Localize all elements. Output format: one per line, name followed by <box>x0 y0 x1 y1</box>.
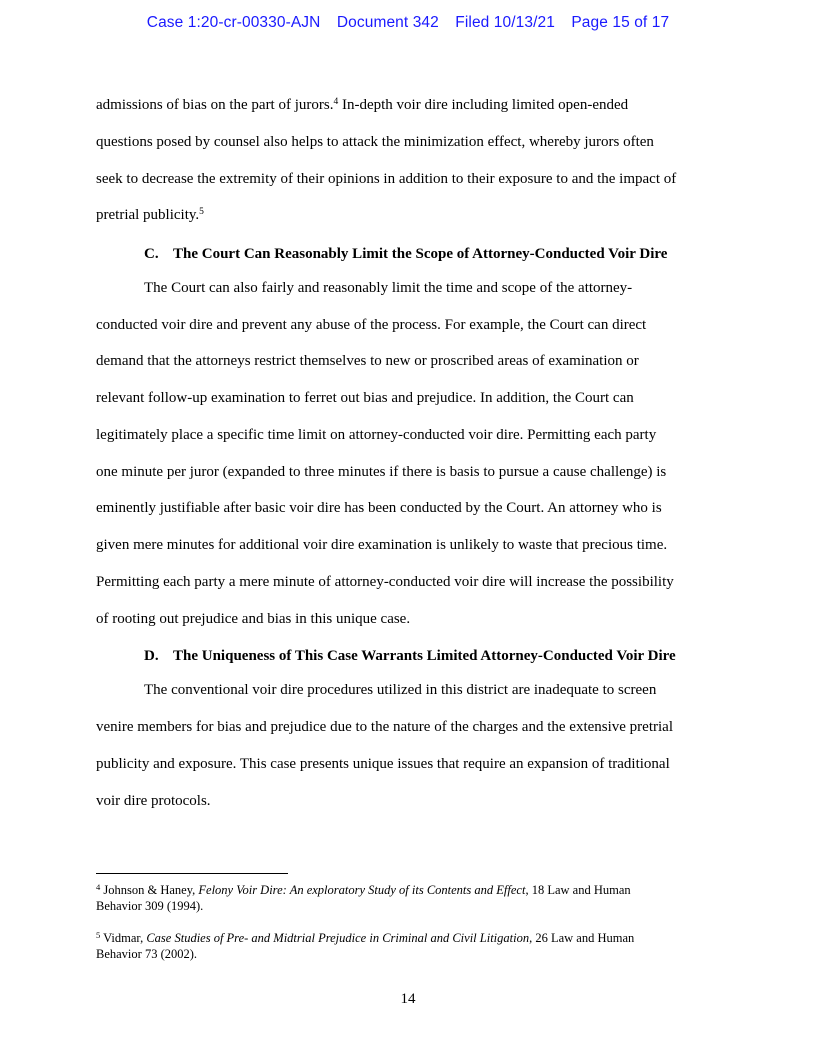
section-title: The Court Can Reasonably Limit the Scope of Attorney-Conducted Voir Dire <box>173 246 668 262</box>
body-line: relevant follow-up examination to ferret out bias and prejudice. In addition, the Court can <box>96 390 634 406</box>
document-number: Document 342 <box>336 14 439 31</box>
section-title: The Uniqueness of This Case Warrants Limited Attorney-Conducted Voir Dire <box>173 648 676 664</box>
ecf-filing-header <box>0 14 816 32</box>
body-line: given mere minutes for additional voir dire examination is unlikely to waste that precious time. <box>96 537 668 553</box>
footnote-title: Felony Voir Dire: An exploratory Study of its Contents and Effect <box>198 883 526 897</box>
footnote-4: $^4$ Johnson & Haney, Felony Voir Dire: An exploratory Study of its Contents and Effect, 18 Law and Human Behavior 309 (1994). <box>96 882 631 913</box>
body-line: voir dire protocols. <box>96 793 211 809</box>
case-number: Case 1:20-cr-00330-AJN <box>146 14 321 31</box>
body-line: questions posed by counsel also helps to attack the minimization effect, whereby jurors often <box>96 134 654 150</box>
footnote-number: 4 <box>96 882 101 892</box>
page-number: 14 <box>400 991 416 1007</box>
section-heading-c <box>144 245 667 263</box>
footnote-ref-4[interactable]: 4 <box>333 97 339 107</box>
body-line: seek to decrease the extremity of their opinions in addition to their exposure to and the impact of <box>96 171 677 187</box>
page-indicator: Page 15 of 17 <box>571 14 670 31</box>
footnote-ref-5[interactable]: 5 <box>199 207 204 217</box>
footnote-separator <box>96 873 288 874</box>
section-heading-d <box>144 647 676 665</box>
filed-date: Filed 10/13/21 <box>455 14 555 31</box>
body-line: one minute per juror (expanded to three minutes if there is basis to pursue a cause challenge) is <box>96 464 667 480</box>
body-line: eminently justifiable after basic voir dire has been conducted by the Court. An attorney who is <box>96 500 662 516</box>
section-letter: C. <box>144 246 159 262</box>
section-letter: D. <box>144 648 159 664</box>
body-line: venire members for bias and prejudice due to the nature of the charges and the extensive pretrial <box>96 719 673 735</box>
footnote-5: $^5$ Vidmar, Case Studies of Pre- and Midtrial Prejudice in Criminal and Civil Litigation, 26 Law and Human Behavior 73 (2002). <box>96 930 635 961</box>
body-line: pretrial publicity.$^5$ <box>96 207 204 223</box>
body-line: admissions of bias on the part of jurors.$^4$ In-depth voir dire including limited open-ended <box>96 97 629 113</box>
body-line: demand that the attorneys restrict themselves to new or proscribed areas of examination or <box>96 353 639 369</box>
body-line: The Court can also fairly and reasonably limit the time and scope of the attorney- <box>144 280 633 296</box>
body-line: publicity and exposure. This case presents unique issues that require an expansion of traditional <box>96 756 670 772</box>
body-line: Permitting each party a mere minute of attorney-conducted voir dire will increase the possibility <box>96 574 674 590</box>
footnote-title: Case Studies of Pre- and Midtrial Prejudice in Criminal and Civil Litigation <box>146 931 530 945</box>
body-line: legitimately place a specific time limit on attorney-conducted voir dire. Permitting each party <box>96 427 657 443</box>
body-line: of rooting out prejudice and bias in this unique case. <box>96 611 411 627</box>
body-line: conducted voir dire and prevent any abuse of the process. For example, the Court can direct <box>96 317 647 333</box>
body-line: The conventional voir dire procedures utilized in this district are inadequate to screen <box>144 682 657 698</box>
footnote-number: 5 <box>96 930 101 940</box>
